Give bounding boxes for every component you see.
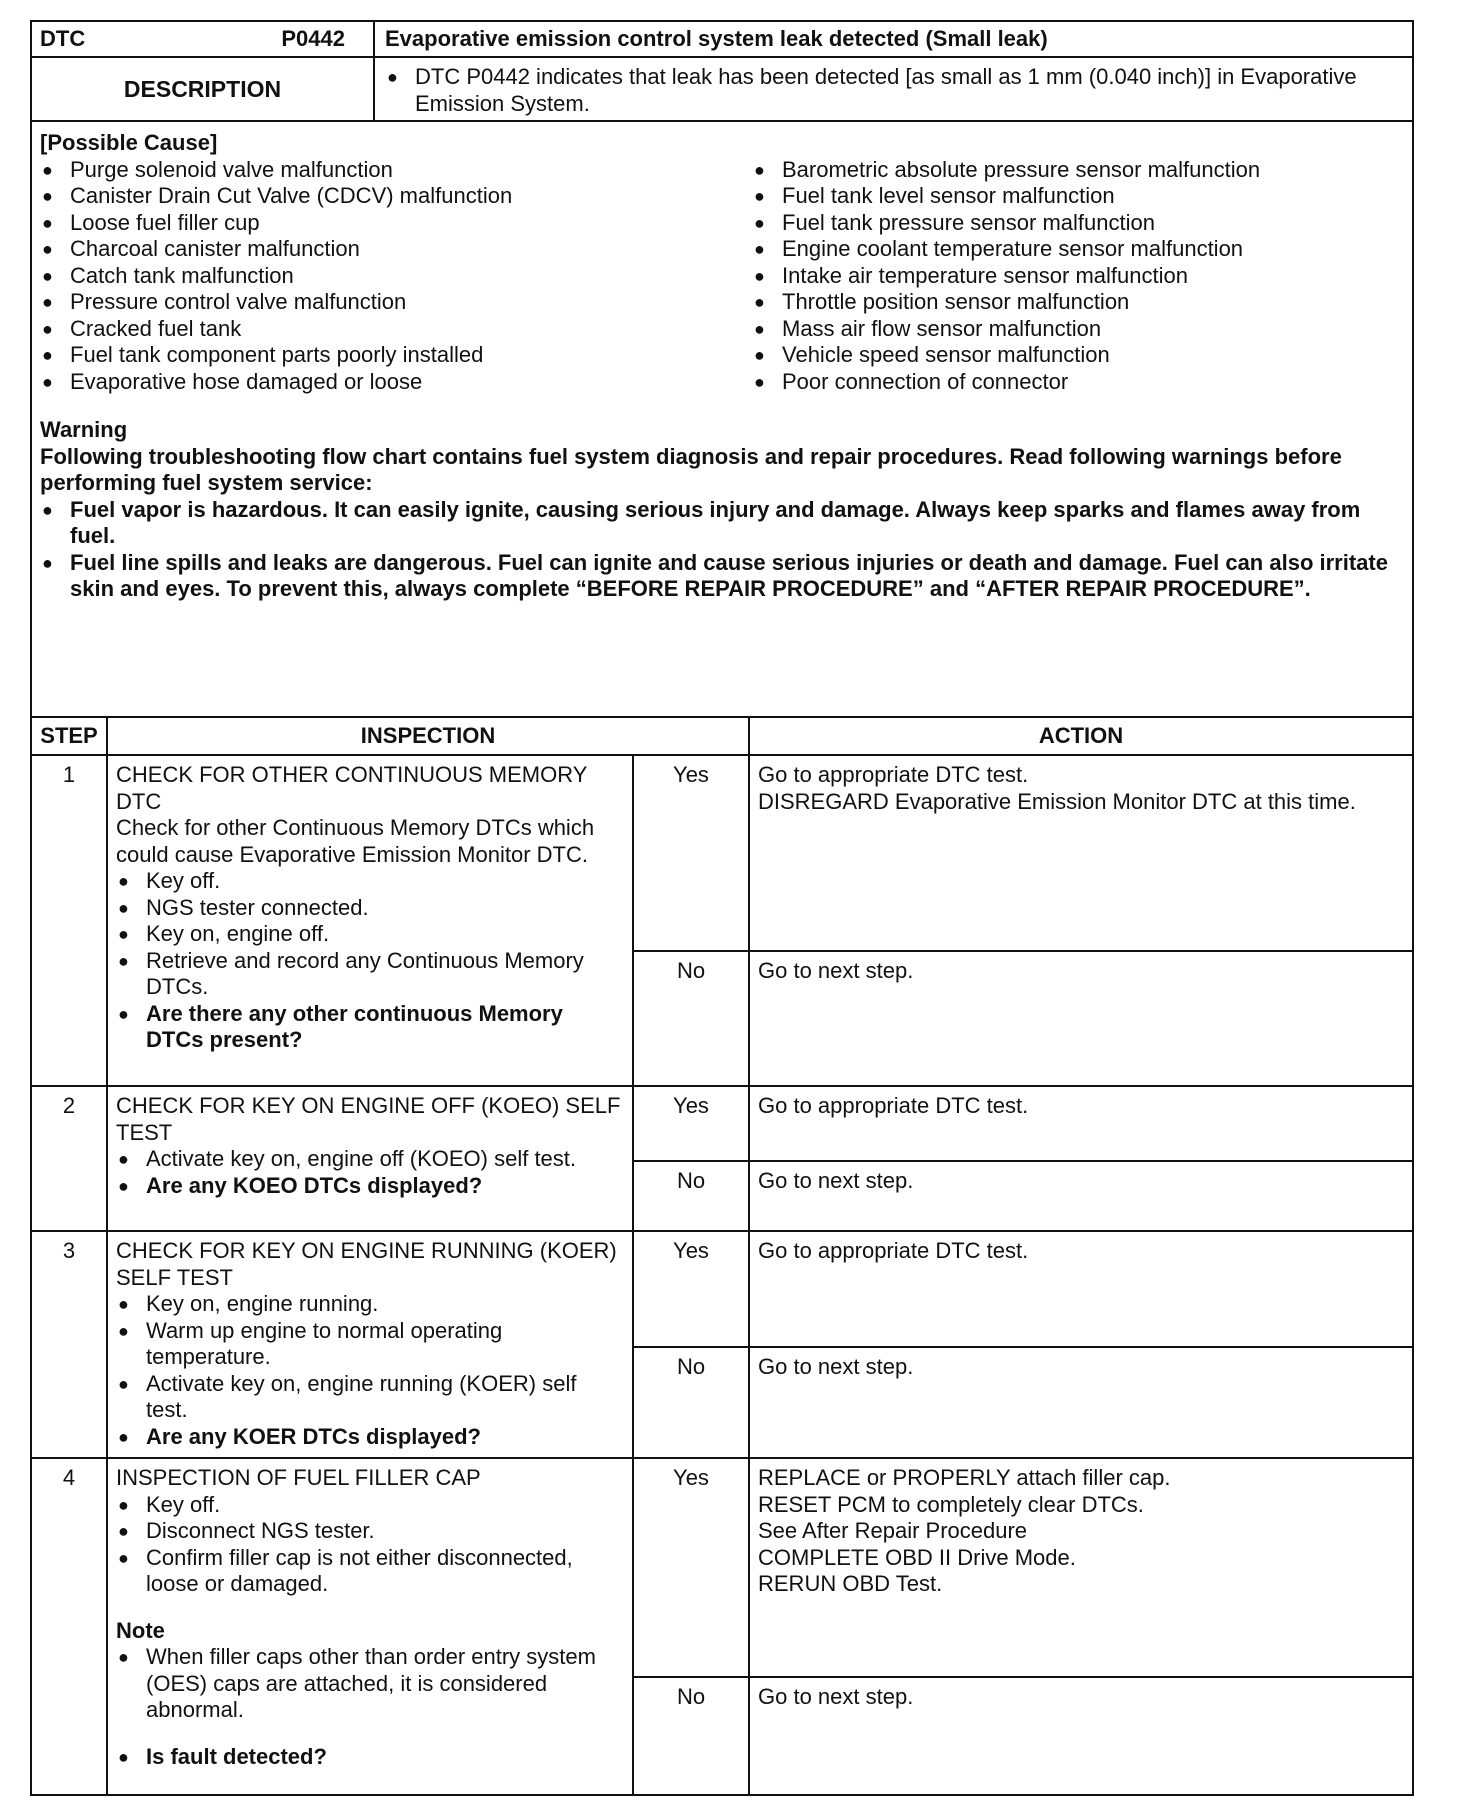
bullet-icon: ● — [42, 239, 53, 259]
bullet-icon: ● — [754, 239, 765, 259]
bullet-icon: ● — [42, 265, 53, 286]
bullet-icon: ● — [118, 1373, 129, 1394]
step-title: CHECK FOR KEY ON ENGINE OFF (KOEO) SELF TEST — [116, 1093, 621, 1145]
list-item: ● Key off. — [118, 868, 221, 893]
bullet-icon: ● — [118, 924, 129, 944]
list-item: ● Poor connection of connector — [754, 368, 1069, 394]
answer-cell — [634, 1459, 1412, 1794]
dtc-title: Evaporative emission control system leak detected (Small leak) — [385, 26, 1048, 51]
step-number: 3 — [32, 1232, 108, 1457]
step-number: 2 — [32, 1087, 108, 1230]
bullet-icon: ● — [42, 499, 53, 520]
action-yes: Go to appropriate DTC test. DISREGARD Evaporative Emission Monitor DTC at this time. — [758, 762, 1356, 814]
bullet-icon: ● — [42, 212, 53, 233]
answer-no-row — [634, 950, 1412, 1085]
action-yes: Go to appropriate DTC test. — [758, 1093, 1029, 1118]
inspection-cell — [108, 1459, 634, 1794]
action-no: Go to next step. — [758, 1168, 914, 1193]
list-item: ● Key on, engine off. — [118, 921, 330, 946]
step-number: 1 — [32, 756, 108, 1085]
bullet-icon: ● — [42, 159, 53, 180]
bullet-icon: ● — [754, 159, 765, 180]
note-title: Note — [116, 1617, 165, 1643]
table-row-step-4 — [32, 1459, 1412, 1794]
answer-no-label: No — [634, 1162, 750, 1230]
bullet-icon: ● — [118, 1175, 129, 1196]
bullet-icon: ● — [754, 345, 765, 365]
bullet-icon: ● — [118, 1494, 129, 1515]
list-item: ● Pressure control valve malfunction — [42, 289, 407, 314]
answer-yes-row — [634, 756, 1412, 950]
bullet-icon: ● — [42, 186, 53, 206]
action-yes: Go to appropriate DTC test. — [758, 1238, 1029, 1263]
description-cell — [375, 58, 1412, 120]
bullet-icon: ● — [118, 1647, 129, 1667]
list-item: ● Throttle position sensor malfunction — [754, 289, 1130, 314]
list-item: ● Evaporative hose damaged or loose — [42, 368, 423, 394]
possible-cause-list — [40, 157, 1404, 396]
list-item: ● Warm up engine to normal operating temperature. — [118, 1317, 503, 1369]
bullet-icon: ● — [42, 292, 53, 312]
bullet-icon: ● — [118, 1294, 129, 1314]
list-item: ● Cracked fuel tank — [42, 315, 242, 341]
list-item: ● Charcoal canister malfunction — [42, 236, 360, 261]
dtc-code: P0442 — [281, 26, 345, 51]
warning-bullet: ● Fuel vapor is hazardous. It can easily ignite, causing serious injury and damage. Always keep sparks and flames away from fuel. — [42, 496, 1361, 548]
bullet-icon: ● — [118, 950, 129, 971]
inspection-cell — [108, 1087, 634, 1230]
bullet-icon: ● — [42, 345, 53, 365]
table-row-step-1 — [32, 756, 1412, 1087]
list-item: ● Catch tank malfunction — [42, 262, 294, 288]
cause-column-right — [752, 157, 1404, 396]
step-title: CHECK FOR KEY ON ENGINE RUNNING (KOER) SELF TEST — [116, 1238, 617, 1290]
list-item: ● Activate key on, engine running (KOER) self test. — [118, 1370, 577, 1422]
list-item: ● NGS tester connected. — [118, 894, 369, 920]
answer-no-label: No — [634, 952, 750, 1085]
answer-yes-row — [634, 1232, 1412, 1346]
dtc-header-row — [32, 22, 1412, 58]
cause-column-left — [40, 157, 752, 396]
step-question: ● Are any KOEO DTCs displayed? — [118, 1172, 483, 1198]
answer-no-label: No — [634, 1678, 750, 1794]
description-text: DTC P0442 indicates that leak has been detected [as small as 1 mm (0.040 inch)] in Evaporative Emission System. — [415, 64, 1357, 116]
answer-cell — [634, 756, 1412, 1085]
list-item: ● Fuel tank level sensor malfunction — [754, 183, 1115, 208]
bullet-icon: ● — [118, 1003, 129, 1024]
action-yes: REPLACE or PROPERLY attach filler cap. RESET PCM to completely clear DTCs. See After Repair Procedure COMPLETE OBD II Drive Mode. RERUN OBD Test. — [758, 1465, 1171, 1596]
table-row-step-2 — [32, 1087, 1412, 1232]
list-item: ● Mass air flow sensor malfunction — [754, 315, 1102, 341]
column-header-inspection: INSPECTION — [108, 718, 750, 754]
warning-intro: Following troubleshooting flow chart contains fuel system diagnosis and repair procedures. Read following warnings before performing fuel system service: — [40, 443, 1342, 495]
list-item: ● Disconnect NGS tester. — [118, 1518, 375, 1543]
list-item: ● Fuel tank pressure sensor malfunction — [754, 209, 1155, 235]
bullet-icon: ● — [118, 1746, 129, 1767]
list-item: ● Key on, engine running. — [118, 1291, 379, 1316]
dtc-document — [30, 20, 1414, 1796]
column-header-step: STEP — [32, 718, 108, 754]
bullet-icon: ● — [754, 186, 765, 206]
note-item: ● When filler caps other than order entry system (OES) caps are attached, it is considered abnormal. — [118, 1644, 596, 1722]
warning-bullet: ● Fuel line spills and leaks are dangerous. Fuel can ignite and cause serious injuries or death and damage. Fuel can also irritate skin and eyes. To prevent this, always complete “BEFORE REPAIR PROCEDURE” and “AFTER REPAIR PROCEDURE”. — [42, 549, 1388, 601]
inspection-cell — [108, 1232, 634, 1457]
answer-cell — [634, 1232, 1412, 1457]
answer-yes-label: Yes — [634, 1459, 750, 1676]
list-item: ● Engine coolant temperature sensor malfunction — [754, 236, 1244, 261]
description-label: DESCRIPTION — [32, 58, 375, 120]
bullet-icon: ● — [118, 1149, 129, 1169]
list-item: ● Activate key on, engine off (KOEO) self test. — [118, 1146, 577, 1171]
bullet-icon: ● — [118, 1426, 129, 1447]
bullet-icon: ● — [387, 67, 398, 87]
bullet-icon: ● — [754, 265, 765, 286]
info-section — [32, 122, 1412, 718]
bullet-icon: ● — [754, 212, 765, 233]
dtc-code-cell — [32, 22, 375, 56]
warning-title: Warning — [40, 417, 128, 442]
step-title: CHECK FOR OTHER CONTINUOUS MEMORY DTC — [116, 762, 587, 814]
list-item: ● Confirm filler cap is not either disconnected, loose or damaged. — [118, 1544, 573, 1596]
list-item: ● Retrieve and record any Continuous Memory DTCs. — [118, 947, 584, 999]
list-item: ● Fuel tank component parts poorly installed — [42, 342, 484, 367]
bullet-icon: ● — [754, 318, 765, 339]
table-header — [32, 718, 1412, 756]
bullet-icon: ● — [118, 897, 129, 918]
possible-cause-heading: [Possible Cause] — [40, 130, 218, 155]
inspection-cell — [108, 756, 634, 1085]
list-item: ● Barometric absolute pressure sensor malfunction — [754, 156, 1261, 182]
answer-yes-row — [634, 1087, 1412, 1160]
answer-no-row — [634, 1160, 1412, 1230]
bullet-icon: ● — [42, 371, 53, 392]
bullet-icon: ● — [754, 292, 765, 312]
bullet-icon: ● — [42, 318, 53, 339]
list-item: ● Vehicle speed sensor malfunction — [754, 342, 1110, 367]
step-question: ● Are there any other continuous Memory DTCs present? — [118, 1000, 563, 1052]
answer-yes-label: Yes — [634, 1087, 750, 1160]
answer-yes-label: Yes — [634, 756, 750, 950]
bullet-icon: ● — [42, 552, 53, 573]
answer-no-label: No — [634, 1348, 750, 1457]
bullet-icon: ● — [754, 371, 765, 392]
column-header-action: ACTION — [1038, 723, 1124, 748]
bullet-icon: ● — [118, 871, 129, 891]
answer-no-row — [634, 1676, 1412, 1794]
dtc-label: DTC — [40, 26, 86, 51]
step-question: ● Are any KOER DTCs displayed? — [118, 1423, 481, 1449]
step-title: INSPECTION OF FUEL FILLER CAP — [116, 1465, 481, 1490]
action-no: Go to next step. — [758, 958, 914, 983]
bullet-icon: ● — [118, 1521, 129, 1541]
list-item: ● Intake air temperature sensor malfunction — [754, 262, 1188, 288]
step-number: 4 — [32, 1459, 108, 1794]
list-item: ● Canister Drain Cut Valve (CDCV) malfunction — [42, 183, 513, 208]
table-row-step-3 — [32, 1232, 1412, 1459]
action-no: Go to next step. — [758, 1354, 914, 1379]
answer-no-row — [634, 1346, 1412, 1457]
description-row — [32, 58, 1412, 122]
answer-cell — [634, 1087, 1412, 1230]
action-no: Go to next step. — [758, 1684, 914, 1709]
answer-yes-label: Yes — [634, 1232, 750, 1346]
bullet-icon: ● — [118, 1547, 129, 1568]
bullet-icon: ● — [118, 1320, 129, 1341]
step-text: Check for other Continuous Memory DTCs which could cause Evaporative Emission Monitor DTC. — [116, 815, 595, 867]
list-item: ● Loose fuel filler cup — [42, 209, 260, 235]
list-item: ● Purge solenoid valve malfunction — [42, 156, 393, 182]
answer-yes-row — [634, 1459, 1412, 1676]
list-item: ● Key off. — [118, 1491, 221, 1517]
step-question: ● Is fault detected? — [118, 1743, 327, 1769]
